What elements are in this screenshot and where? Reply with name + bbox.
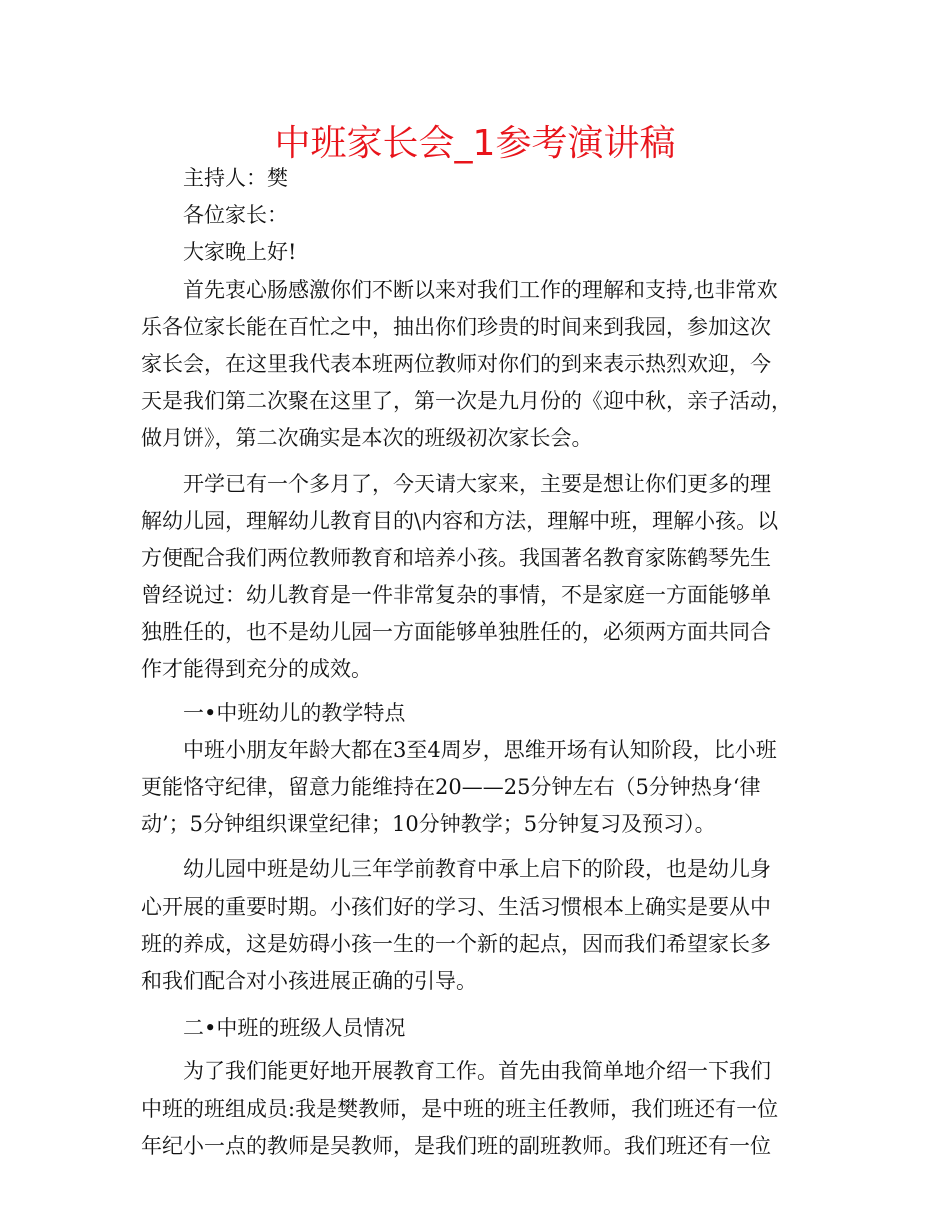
document-body	[141, 160, 823, 1165]
text-line: 天是我们第二次聚在这里了，第一次是九月份的《迎中秋，亲子活动，	[141, 389, 792, 414]
text-line: 首先衷心肠感激你们不断以来对我们工作的理解和支持,也非常欢	[183, 277, 778, 302]
text-line: 和我们配合对小孩进展正确的引导。	[141, 968, 477, 993]
text-line: 中班的班组成员:我是樊教师，是中班的班主任教师，我们班还有一位	[141, 1096, 779, 1121]
text-line: 动’；5分钟组织课堂纪律；10分钟教学；5分钟复习及预习）。	[141, 812, 716, 837]
document-title: 中班家长会_1参考演讲稿	[274, 123, 676, 164]
text-line: 班的养成，这是妨碍小孩一生的一个新的起点，因而我们希望家长多	[141, 931, 771, 956]
text-line: 幼儿园中班是幼儿三年学前教育中承上启下的阶段，也是幼儿身	[183, 857, 771, 882]
text-line: 二•中班的班级人员情况	[183, 1016, 406, 1041]
text-line: 做月饼》，第二次确实是本次的班级初次家长会。	[141, 426, 593, 451]
text-line: 开学已有一个多月了，今天请大家来，主要是想让你们更多的理	[183, 471, 771, 496]
text-line: 方便配合我们两位教师教育和培养小孩。我国著名教育家陈鹤琴先生	[141, 545, 771, 570]
text-line: 各位家长：	[183, 203, 288, 228]
text-line: 乐各位家长能在百忙之中，抽出你们珍贵的时间来到我园，参加这次	[141, 314, 771, 339]
text-line: 作才能得到充分的成效。	[141, 657, 372, 682]
text-line: 一•中班幼儿的教学特点	[183, 700, 406, 725]
text-line: 中班小朋友年龄大都在3至4周岁，思维开场有认知阶段，比小班	[183, 737, 777, 762]
text-line: 心开展的重要时期。小孩们好的学习、生活习惯根本上确实是要从中	[141, 894, 771, 919]
text-line: 解幼儿园，理解幼儿教育目的\内容和方法，理解中班，理解小孩。以	[141, 508, 779, 533]
text-line: 家长会，在这里我代表本班两位教师对你们的到来表示热烈欢迎，今	[141, 351, 771, 376]
text-line: 主持人：樊	[183, 166, 288, 190]
text-line: 曾经说过：幼儿教育是一件非常复杂的事情，不是家庭一方面能够单	[141, 583, 771, 608]
text-line: 更能恪守纪律，留意力能维持在20——25分钟左右（5分钟热身‘律	[141, 775, 761, 799]
text-line: 为了我们能更好地开展教育工作。首先由我简单地介绍一下我们	[183, 1059, 771, 1084]
text-line: 独胜任的，也不是幼儿园一方面能够单独胜任的，必须两方面共同合	[141, 620, 771, 645]
text-line: 年纪小一点的教师是吴教师，是我们班的副班教师。我们班还有一位	[141, 1133, 771, 1158]
text-line: 大家晚上好!	[183, 240, 297, 265]
